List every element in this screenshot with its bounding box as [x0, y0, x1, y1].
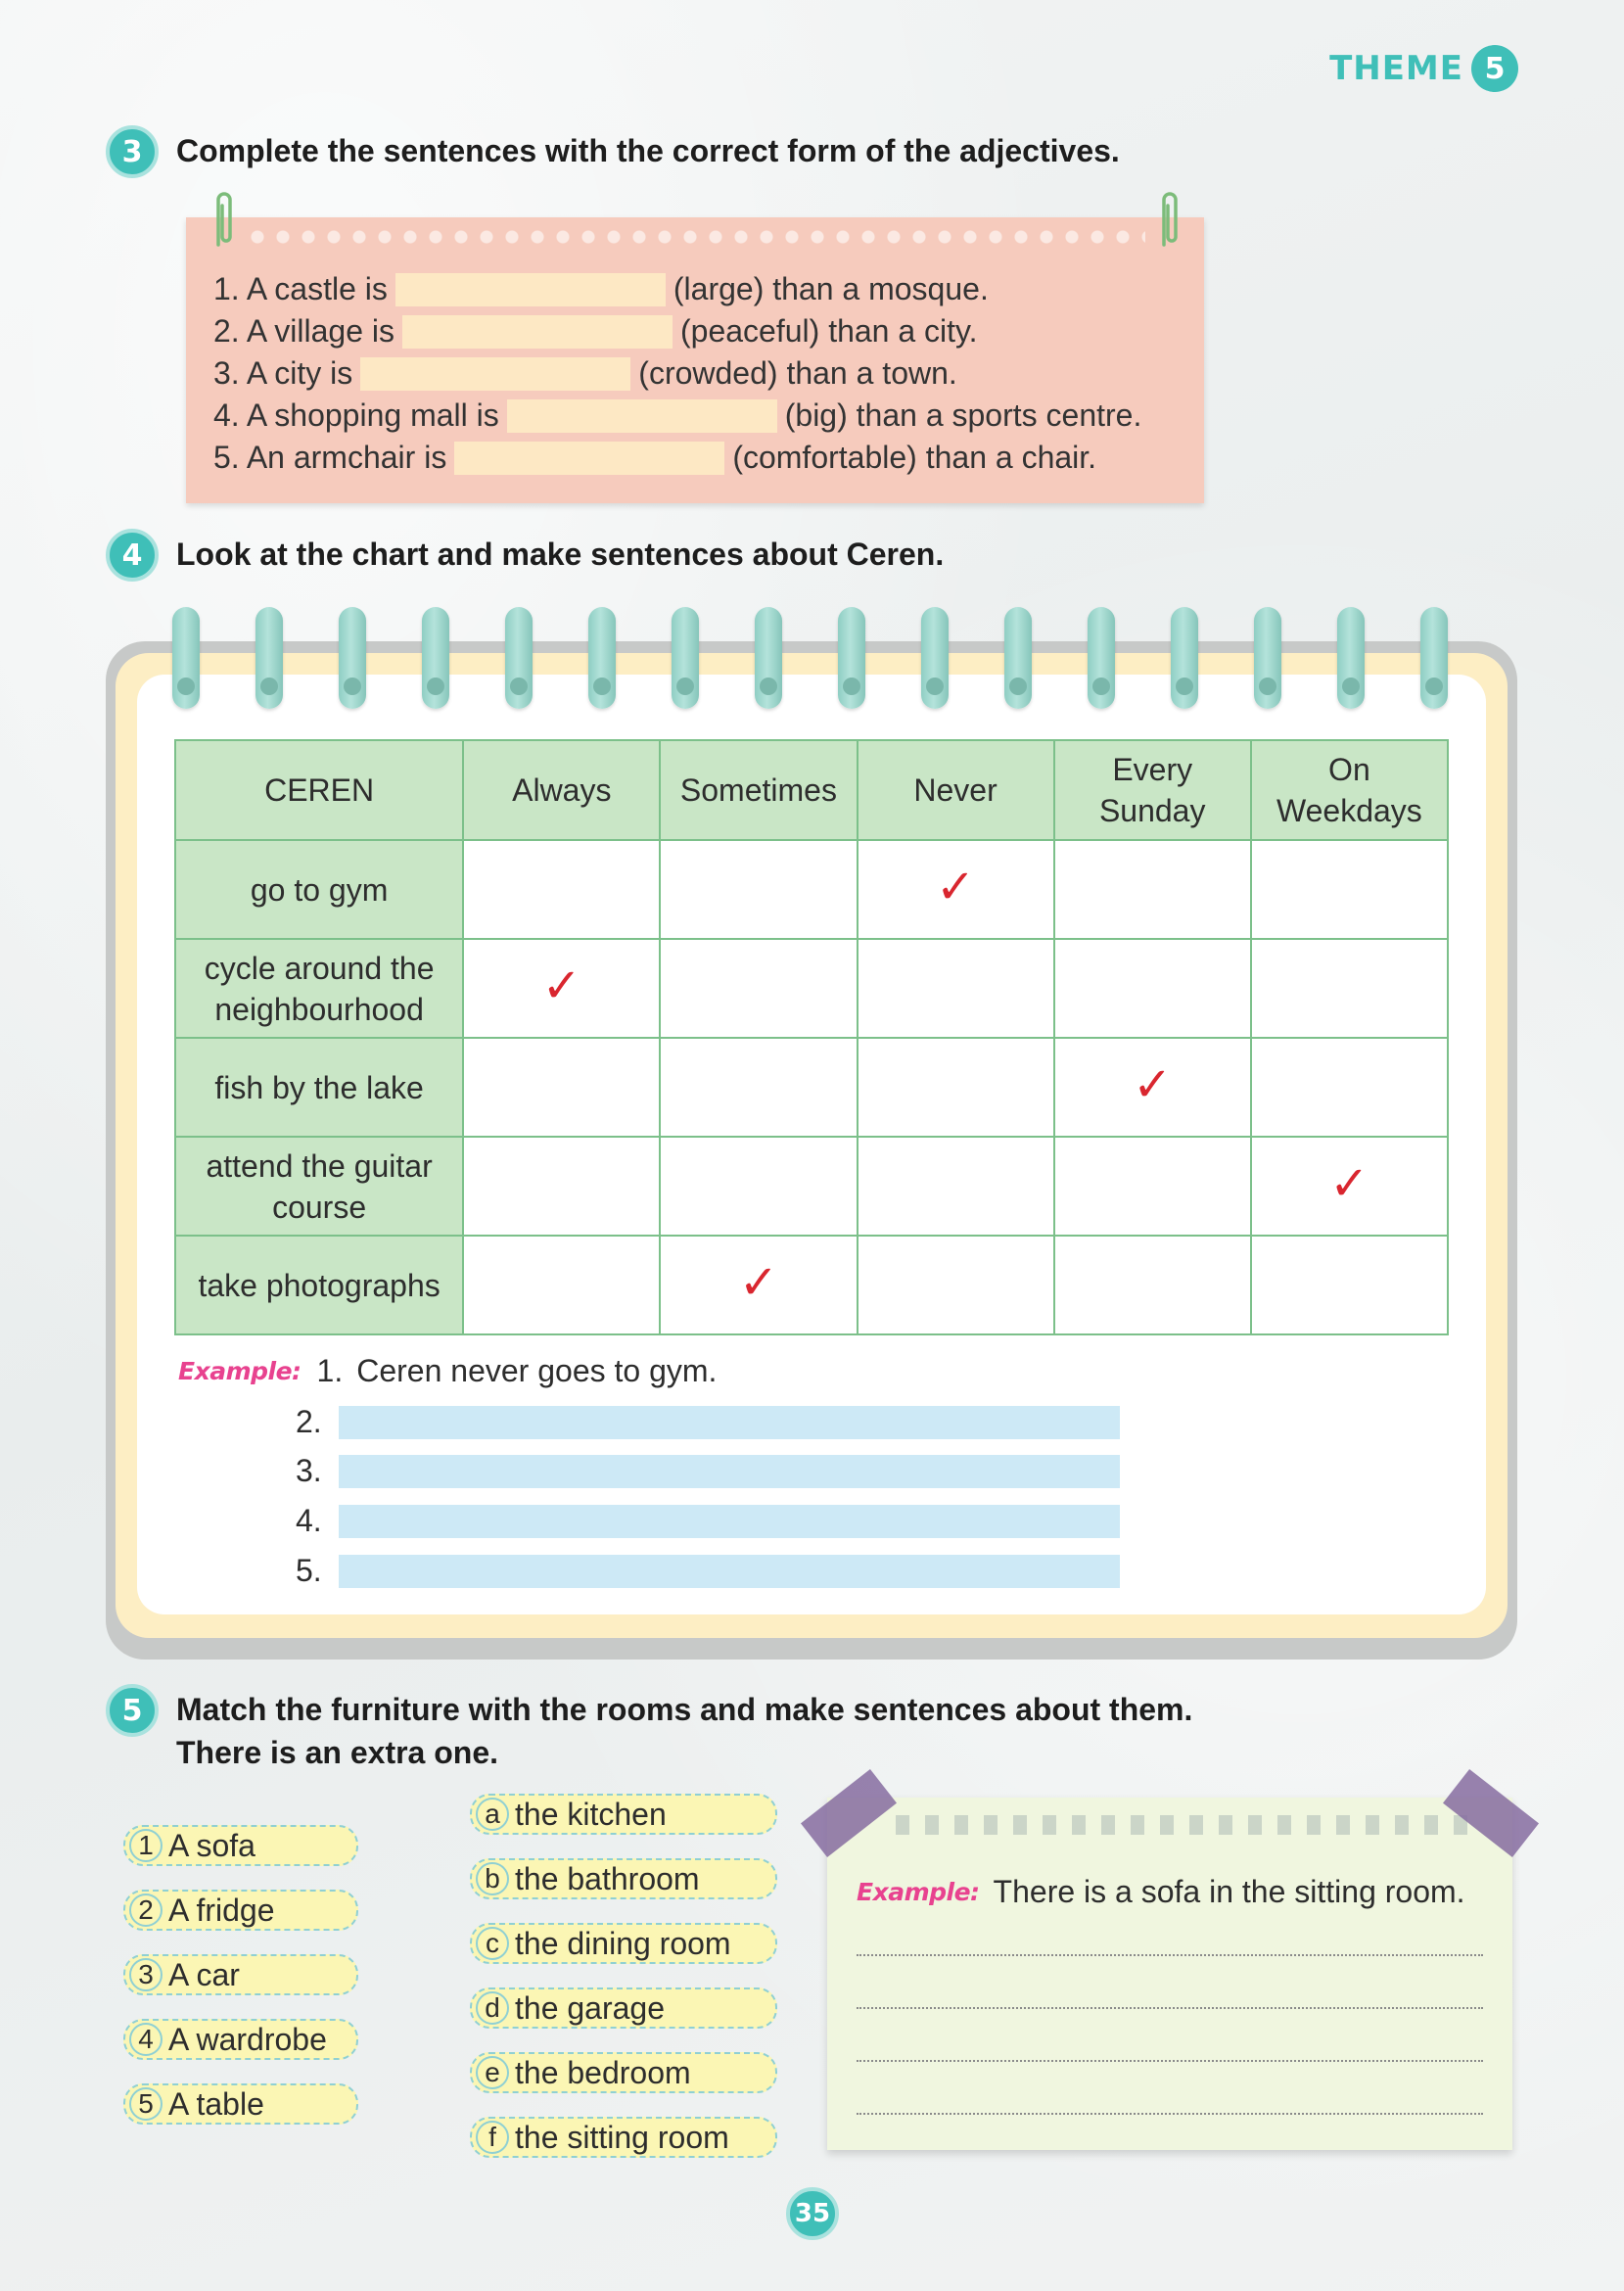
furniture-label: A sofa	[168, 1827, 255, 1863]
furniture-key: 1	[129, 1829, 162, 1862]
answer-number: 2.	[296, 1404, 322, 1439]
furniture-label: A wardrobe	[168, 2021, 327, 2057]
binder-ring	[672, 607, 699, 709]
chart-cell[interactable]	[1054, 840, 1251, 939]
chart-header-row	[175, 740, 1448, 840]
row-header: take photographs	[175, 1236, 463, 1334]
section-3-header	[106, 125, 1120, 178]
row-header: go to gym	[175, 840, 463, 939]
chart-cell[interactable]	[463, 1038, 660, 1137]
sentence-start: 2. A village is	[213, 313, 394, 349]
chart-cell[interactable]	[1251, 1137, 1448, 1236]
binder-ring	[339, 607, 366, 709]
answer-row	[296, 1404, 1120, 1440]
ceren-chart	[174, 739, 1449, 1335]
chart-cell[interactable]	[463, 1236, 660, 1334]
answer-line[interactable]	[339, 1555, 1120, 1588]
binder-ring	[1337, 607, 1365, 709]
example-sentence: Ceren never goes to gym.	[356, 1353, 718, 1388]
furniture-item[interactable]	[123, 1825, 358, 1866]
section-3-number: 3	[106, 125, 159, 178]
room-label: the dining room	[515, 1925, 731, 1961]
chart-cell[interactable]	[1251, 1038, 1448, 1137]
answer-line[interactable]	[339, 1455, 1120, 1488]
check-icon: ✓	[1329, 1156, 1369, 1211]
binder-ring	[505, 607, 533, 709]
check-icon: ✓	[935, 860, 976, 914]
example-label: Example:	[178, 1357, 302, 1385]
chart-cell[interactable]	[660, 1038, 857, 1137]
room-key: b	[476, 1862, 509, 1895]
chart-cell[interactable]	[1054, 1236, 1251, 1334]
binder-ring	[1171, 607, 1198, 709]
answer-blank[interactable]	[507, 399, 777, 433]
sentence-row	[213, 395, 1141, 437]
col-header: On Weekdays	[1251, 740, 1448, 840]
sentence-row	[213, 437, 1141, 479]
answer-line[interactable]	[339, 1505, 1120, 1538]
chart-cell[interactable]	[660, 840, 857, 939]
row-header: attend the guitar course	[175, 1137, 463, 1236]
room-item[interactable]	[470, 2117, 777, 2158]
paperclip-icon	[1155, 188, 1184, 251]
sentence-end: (crowded) than a town.	[638, 355, 957, 391]
chart-cell[interactable]	[463, 939, 660, 1038]
writing-line[interactable]	[857, 2060, 1483, 2062]
chart-cell[interactable]	[1054, 1038, 1251, 1137]
binder-ring	[422, 607, 449, 709]
binder-ring	[255, 607, 283, 709]
sentence-end: (peaceful) than a city.	[680, 313, 978, 349]
writing-line[interactable]	[857, 2113, 1483, 2115]
furniture-key: 4	[129, 2023, 162, 2056]
binder-ring	[838, 607, 865, 709]
section-5-note	[827, 1798, 1512, 2150]
chart-row	[175, 840, 1448, 939]
sentence-start: 1. A castle is	[213, 271, 388, 306]
section-4-header	[106, 529, 944, 582]
writing-line[interactable]	[857, 2007, 1483, 2009]
section-3-note	[186, 217, 1204, 503]
answer-blank[interactable]	[395, 273, 666, 306]
section-5-subtitle: There is an extra one.	[176, 1735, 499, 1770]
answer-blank[interactable]	[360, 357, 630, 391]
chart-cell[interactable]	[858, 1038, 1054, 1137]
chart-cell[interactable]	[858, 1236, 1054, 1334]
room-label: the kitchen	[515, 1796, 667, 1832]
theme-header	[1329, 45, 1518, 92]
col-header: Never	[858, 740, 1054, 840]
furniture-item[interactable]	[123, 1890, 358, 1931]
binder-ring	[588, 607, 616, 709]
sentence-row	[213, 268, 1141, 310]
answer-number: 3.	[296, 1453, 322, 1488]
furniture-label: A car	[168, 1956, 240, 1992]
furniture-label: A fridge	[168, 1892, 275, 1928]
binder-ring	[921, 607, 949, 709]
section-4-title: Look at the chart and make sentences about Ceren.	[176, 537, 945, 572]
room-item[interactable]	[470, 1987, 777, 2029]
room-label: the bedroom	[515, 2054, 691, 2090]
chart-row	[175, 939, 1448, 1038]
chart-row	[175, 1038, 1448, 1137]
col-header: Every Sunday	[1054, 740, 1251, 840]
section-4-example	[178, 1353, 717, 1389]
check-icon: ✓	[1133, 1057, 1173, 1112]
section-5-example	[857, 1874, 1465, 1910]
chart-row	[175, 1236, 1448, 1334]
answer-blank[interactable]	[402, 315, 673, 349]
binder-ring	[1254, 607, 1281, 709]
furniture-label: A table	[168, 2085, 264, 2122]
note-holes	[245, 229, 1145, 245]
col-header: Always	[463, 740, 660, 840]
sentence-end: (big) than a sports centre.	[784, 397, 1142, 433]
room-item[interactable]	[470, 1794, 777, 1835]
room-key: f	[476, 2121, 509, 2154]
chart-cell[interactable]	[858, 840, 1054, 939]
room-label: the sitting room	[515, 2119, 729, 2155]
section-5-number: 5	[106, 1684, 159, 1737]
room-key: a	[476, 1798, 509, 1831]
col-header: Sometimes	[660, 740, 857, 840]
chart-cell[interactable]	[858, 1137, 1054, 1236]
row-header: cycle around the neighbourhood	[175, 939, 463, 1038]
room-item[interactable]	[470, 2052, 777, 2093]
binder-ring	[1420, 607, 1448, 709]
theme-number-badge: 5	[1471, 45, 1518, 92]
room-item[interactable]	[470, 1858, 777, 1899]
sentence-start: 4. A shopping mall is	[213, 397, 499, 433]
sentence-row	[213, 310, 1141, 352]
room-key: d	[476, 1991, 509, 2025]
answer-row	[296, 1453, 1120, 1489]
binder-ring	[172, 607, 200, 709]
section-4-number: 4	[106, 529, 159, 582]
answer-number: 5.	[296, 1553, 322, 1588]
sentence-end: (comfortable) than a chair.	[732, 440, 1097, 475]
section-5-title: Match the furniture with the rooms and make sentences about them.	[176, 1692, 1193, 1727]
furniture-item[interactable]	[123, 1954, 358, 1995]
chart-cell[interactable]	[1054, 1137, 1251, 1236]
example-number: 1.	[316, 1353, 344, 1388]
theme-label: THEME	[1329, 49, 1463, 88]
binder-ring	[1004, 607, 1032, 709]
chart-cell[interactable]	[1251, 840, 1448, 939]
sentence-row	[213, 352, 1141, 395]
chart-cell[interactable]	[660, 1236, 857, 1334]
example-sentence: There is a sofa in the sitting room.	[993, 1874, 1465, 1909]
answer-row	[296, 1553, 1120, 1589]
chart-cell[interactable]	[1251, 939, 1448, 1038]
chart-cell[interactable]	[660, 939, 857, 1038]
chart-cell[interactable]	[660, 1137, 857, 1236]
section-3-title: Complete the sentences with the correct form of the adjectives.	[176, 133, 1120, 168]
binder-ring	[755, 607, 782, 709]
sentence-start: 5. An armchair is	[213, 440, 447, 475]
answer-blank[interactable]	[454, 442, 724, 475]
answer-row	[296, 1503, 1120, 1539]
furniture-key: 3	[129, 1958, 162, 1991]
section-3-sentences	[213, 268, 1141, 479]
chart-row	[175, 1137, 1448, 1236]
binder-ring	[1088, 607, 1115, 709]
room-item[interactable]	[470, 1923, 777, 1964]
furniture-item[interactable]	[123, 2019, 358, 2060]
note-perforation	[896, 1815, 1473, 1835]
section-5-header	[106, 1684, 1192, 1774]
check-icon: ✓	[541, 958, 581, 1013]
room-label: the garage	[515, 1989, 666, 2026]
furniture-key: 5	[129, 2087, 162, 2121]
chart-cell[interactable]	[463, 840, 660, 939]
writing-line[interactable]	[857, 1954, 1483, 1956]
room-key: e	[476, 2056, 509, 2089]
furniture-item[interactable]	[123, 2083, 358, 2125]
chart-cell[interactable]	[858, 939, 1054, 1038]
room-label: the bathroom	[515, 1860, 700, 1896]
answer-line[interactable]	[339, 1406, 1120, 1439]
paperclip-icon	[209, 188, 239, 251]
chart-cell[interactable]	[1054, 939, 1251, 1038]
room-key: c	[476, 1927, 509, 1960]
page-number: 35	[786, 2187, 839, 2240]
row-header: fish by the lake	[175, 1038, 463, 1137]
chart-corner: CEREN	[175, 740, 463, 840]
answer-number: 4.	[296, 1503, 322, 1538]
check-icon: ✓	[738, 1255, 779, 1310]
sentence-start: 3. A city is	[213, 355, 353, 391]
example-label: Example:	[857, 1878, 980, 1906]
chart-cell[interactable]	[1251, 1236, 1448, 1334]
furniture-key: 2	[129, 1894, 162, 1927]
sentence-end: (large) than a mosque.	[673, 271, 989, 306]
chart-cell[interactable]	[463, 1137, 660, 1236]
